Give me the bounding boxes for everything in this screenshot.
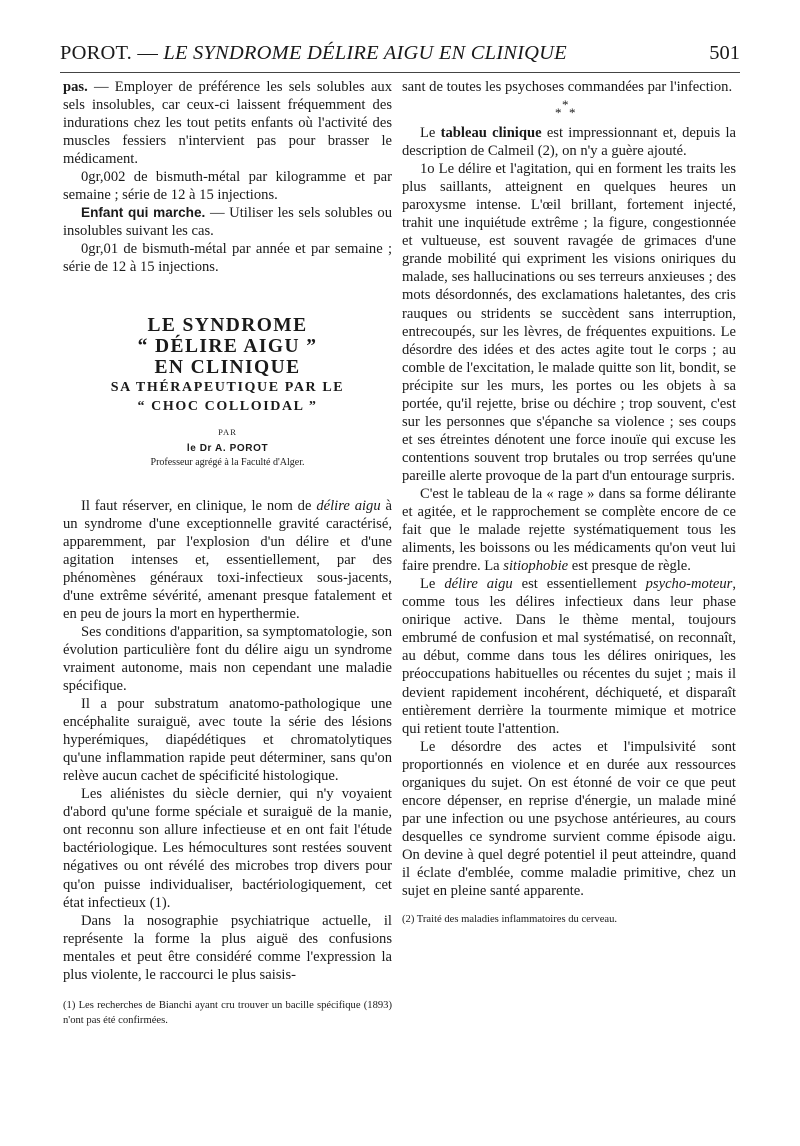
by-label: PAR (218, 426, 237, 437)
italic-term: sitiophobie (503, 558, 569, 575)
right-column (402, 78, 736, 927)
running-title-author: POROT. — (60, 42, 164, 64)
paragraph (402, 575, 736, 737)
paragraph-text: Le (420, 576, 445, 593)
paragraph-text: — Employer de préférence les sels solubles aux sels insolubles, car ceux-ci laissent fréquemment des indurations chez les tout petits enfants où l'activité des muscles fessiers n'intervient pas pour brasser le médicament. (63, 79, 392, 168)
paragraph-text: C'est le tableau de la « rage » dans sa forme délirante et agitée, et le rapprochement se complète encore de ce fait que le malade rejette systématiquement tous les aliments, les boissons ou les médicaments qu'on veut lui faire prendre. La (402, 485, 736, 575)
paragraph-text: , comme tous les délires infectieux dans leur phase onirique active. Dans le thème mental, toujours embrumé de confusion et mal systématisé, on reconnaît, au début, comme dans tous les délires oniriques, les préoccupations habituelles ou récentes du sujet ; mais il devient rapidement incohérent, déchiqueté, et disparaît entièrement derrière la tourmente mimique et motrice qui retient toute l'attention. (402, 576, 737, 737)
bold-term: tableau clinique (440, 125, 542, 142)
article-title-line: EN CLINIQUE (154, 356, 301, 378)
page-number: 501 (709, 42, 740, 64)
article-title-line: “ DÉLIRE AIGU ” (137, 335, 318, 357)
paragraph (63, 78, 392, 168)
paragraph (402, 485, 736, 575)
paragraph: Ses conditions d'apparition, sa symptomatologie, son évolution particulière font du délire aigu un syndrome vraiment autonome, mais non cependant une maladie spécifique. (63, 623, 392, 694)
italic-term: délire aigu (444, 576, 513, 593)
footnote: (2) Traité des maladies inflammatoires du cerveau. (402, 914, 618, 926)
header-rule (60, 72, 740, 73)
asterism-star: * (569, 105, 576, 121)
article-title-line: LE SYNDROME (147, 314, 308, 336)
italic-term: délire aigu (316, 497, 381, 514)
paragraph-text: est presque de règle. (568, 558, 691, 575)
bold-term: pas. (63, 79, 88, 95)
dosage-paragraph: 0gr,01 de bismuth-métal par année et par semaine ; série de 12 à 15 injections. (63, 241, 392, 276)
paragraph-text: à un syndrome d'une exceptionnelle gravité caractérisé, apparemment, par l'explosion d'un délire et d'une agitation intenses et, essentiellement, par des phénomènes généraux toxi-infectieux sous-jacents, d'une extrême sévérité, amenant presque fatalement et en peu de jours la mort en hyperthermie. (63, 497, 393, 622)
article-title-block (63, 315, 392, 469)
article-subtitle-line: “ CHOC COLLOIDAL ” (137, 398, 318, 414)
section-separator-asterism (402, 96, 736, 124)
paragraph: Il a pour substratum anatomo-pathologique une encéphalite suraiguë, avec toute la série des lésions hyperémiques, diapédétiques et chromatolytiques qu'une inflammation rapide peut déterminer, sans qu'on relève aucun cachet de spécificité histologique. (63, 696, 392, 785)
italic-term: psycho-moteur (645, 576, 733, 593)
paragraph-text: est impressionnant et, depuis la description de Calmeil (2), on n'y a guère ajouté. (402, 125, 736, 160)
asterism-star: * (555, 105, 562, 121)
dosage-paragraph: 0gr,002 de bismuth-métal par kilogramme et par semaine ; série de 12 à 15 injections. (63, 169, 392, 204)
subheading: Enfant qui marche. (81, 205, 206, 221)
paragraph: Le désordre des actes et l'impulsivité sont proportionnés en violence et en durée aux ressources organiques du sujet. On est étonné de voir ce que peut encore dépenser, en reprise d'énergie, un malade miné par une infection ou une psychose antérieures, au cours desquelles ce syndrome survient comme épisode aigu. On devine à quel degré potentiel il peut atteindre, quand il éclate d'emblée, comme maladie primitive, chez un sujet en pleine santé apparente. (402, 738, 736, 900)
left-column (63, 78, 392, 1028)
paragraph-text: Il faut réserver, en clinique, le nom de (81, 497, 317, 514)
paragraph: sant de toutes les psychoses commandées par l'infection. (402, 79, 733, 95)
footnote: (1) Les recherches de Bianchi ayant cru trouver un bacille spécifique (1893) n'ont pas été confirmées. (63, 999, 392, 1026)
article-subtitle-line: SA THÉRAPEUTIQUE PAR LE (110, 379, 345, 395)
paragraph (402, 124, 736, 160)
paragraph: Les aliénistes du siècle dernier, qui n'y voyaient d'abord qu'une forme spéciale et suraiguë de la manie, ont reconnu son allure infectieuse et en ont fait l'étude bactériologique. Les hémocultures sont restées souvent négatives ou ont révélé des microbes trop divers pour qu'on puisse individualiser, bactériologiquement, cet état infectieux (1). (63, 786, 392, 911)
paragraph-text: Le (420, 125, 441, 142)
paragraph: Dans la nosographie psychiatrique actuelle, il représente la forme la plus aiguë des confusions mentales et peut être considéré comme l'expression la plus violente, le raccourci le plus saisis- (63, 912, 392, 983)
paragraph: 1o Le délire et l'agitation, qui en forment les traits les plus saillants, atteignent en quelques heures un paroxysme intense. L'œil brillant, fortement injecté, trahit une inquiétude extrême ; la figure, congestionnée et vultueuse, est souvent ravagée de grimaces d'une grande mobilité qui expriment les visions oniriques du malade, ses hallucinations ou ses terreurs anxieuses ; des mots désordonnés, des exclamations haletantes, des cris rauques ou stridents se succèdent sans interruption, entrecoupés, sur les lèvres, de fréquentes expuitions. Le désordre des idées et des actes agite tout le corps ; au comble de l'excitation, le malade quitte son lit, bondit, se précipite sur les murs, les portes ou les objets à sa portée, qu'il rejette, brise ou déchire ; trop souvent, c'est sur les personnes que s'épanche sa violence ; ses coups et ses étreintes dénotent une force inouïe qui excuse les contentions souvent trop brutales ou trop serrées qu'une pareille alerte provoque de la part d'un entourage surpris. (402, 161, 736, 484)
running-title (60, 42, 567, 65)
asterism-star: * (562, 97, 569, 113)
paragraph-text: — Utiliser les sels solubles ou insolubles suivant les cas. (63, 205, 392, 240)
paragraph (63, 204, 392, 240)
paragraph (63, 497, 392, 623)
author-name: le Dr A. POROT (186, 442, 269, 454)
running-header (0, 42, 800, 72)
paragraph-text: est essentiellement (512, 576, 646, 593)
author-affiliation: Professeur agrégé à la Faculté d'Alger. (150, 456, 305, 468)
running-title-text: LE SYNDROME DÉLIRE AIGU EN CLINIQUE (163, 42, 567, 64)
